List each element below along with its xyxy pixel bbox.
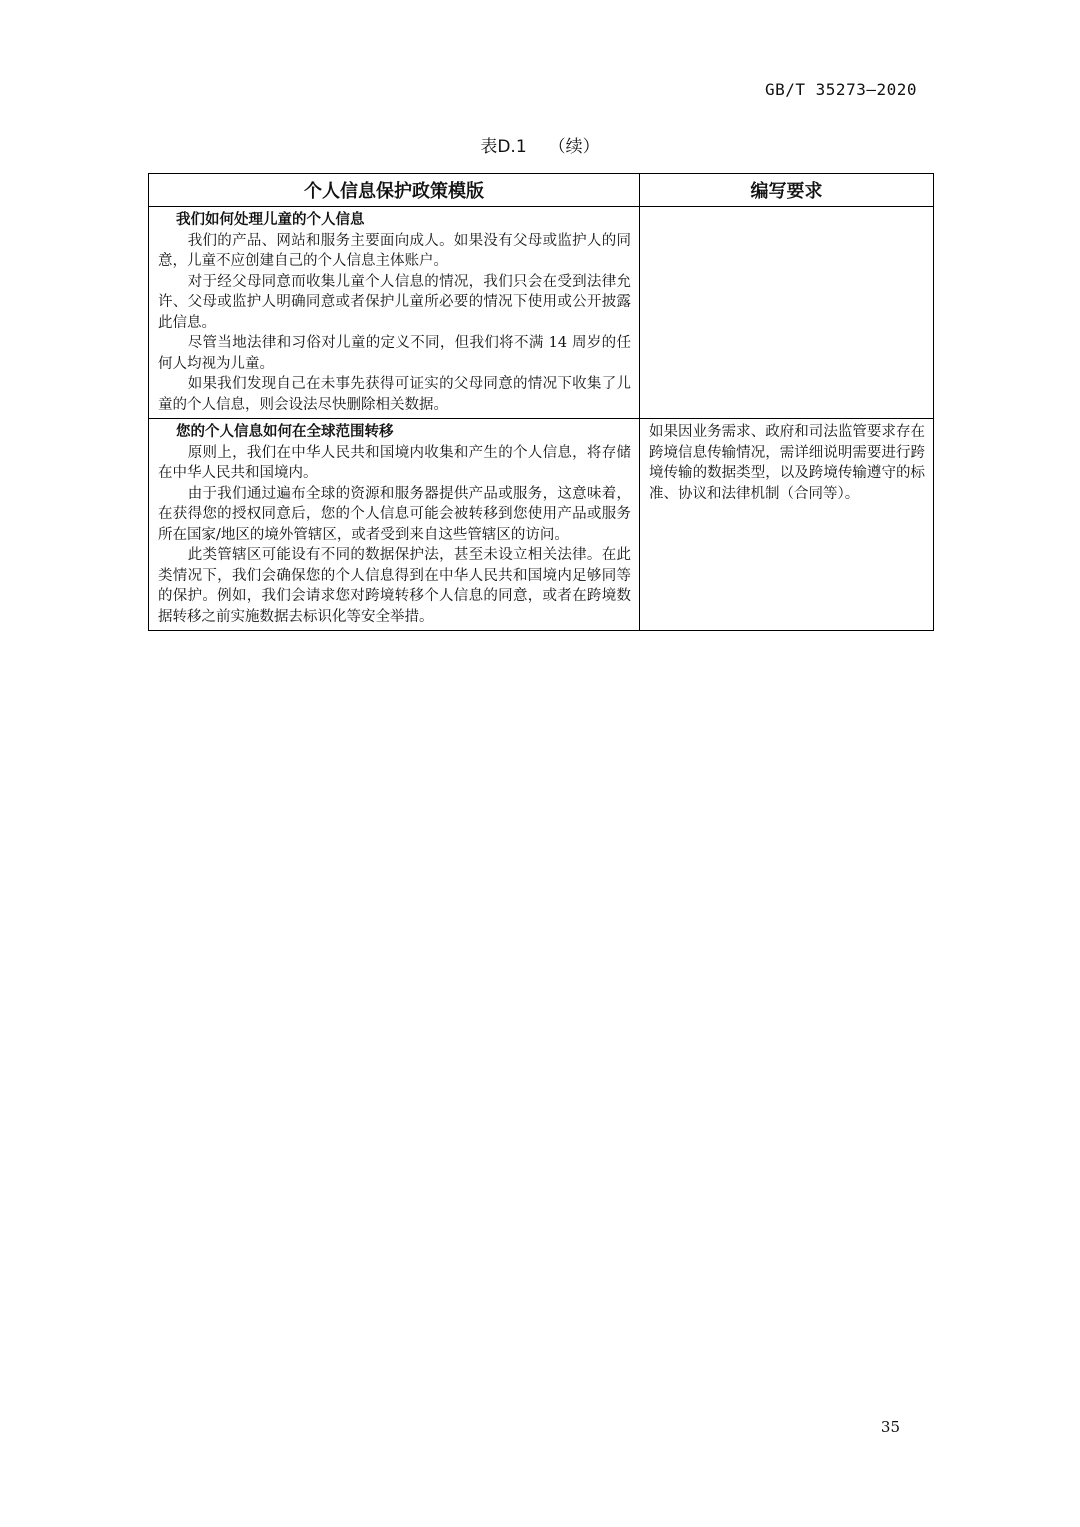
column-header-template: 个人信息保护政策模版 <box>149 174 640 207</box>
paragraph: 由于我们通过遍布全球的资源和服务器提供产品或服务，这意味着，在获得您的授权同意后，您的个人信息可能会被转移到您使用产品或服务所在国家/地区的境外管辖区，或者受到来自这些管辖区的访问。 <box>158 485 631 543</box>
table-caption-continued: （续） <box>548 137 600 157</box>
table-caption <box>0 132 1080 157</box>
paragraph: 原则上，我们在中华人民共和国境内收集和产生的个人信息，将存储在中华人民共和国境内。 <box>158 444 631 481</box>
standard-code: GB/T 35273—2020 <box>765 80 917 99</box>
section-title-children: 我们如何处理儿童的个人信息 <box>176 212 365 228</box>
section-title-cross-border: 您的个人信息如何在全球范围转移 <box>176 424 394 440</box>
page-number: 35 <box>880 1418 900 1436</box>
table-row <box>149 419 934 631</box>
paragraph: 如果我们发现自己在未事先获得可证实的父母同意的情况下收集了儿童的个人信息，则会设法尽快删除相关数据。 <box>158 376 631 413</box>
table-header-row <box>149 174 934 207</box>
paragraph: 我们的产品、网站和服务主要面向成人。如果没有父母或监护人的同意，儿童不应创建自己的个人信息主体账户。 <box>158 232 631 269</box>
column-header-requirements: 编写要求 <box>640 174 934 207</box>
paragraph: 此类管辖区可能设有不同的数据保护法，甚至未设立相关法律。在此类情况下，我们会确保您的个人信息得到在中华人民共和国境内足够同等的保护。例如，我们会请求您对跨境转移个人信息的同意，或者在跨境数据转移之前实施数据去标识化等安全举措。 <box>158 547 631 625</box>
template-cell <box>149 419 640 631</box>
requirement-text: 如果因业务需求、政府和司法监管要求存在跨境信息传输情况，需详细说明需要进行跨境传输的数据类型，以及跨境传输遵守的标准、协议和法律机制（合同等）。 <box>649 424 925 502</box>
table-caption-label: 表D.1 <box>480 137 527 157</box>
requirement-cell <box>640 419 934 631</box>
paragraph: 尽管当地法律和习俗对儿童的定义不同，但我们将不满 14 周岁的任何人均视为儿童。 <box>158 335 631 372</box>
template-cell <box>149 207 640 419</box>
policy-template-table <box>148 173 934 631</box>
paragraph: 对于经父母同意而收集儿童个人信息的情况，我们只会在受到法律允许、父母或监护人明确同意或者保护儿童所必要的情况下使用或公开披露此信息。 <box>158 273 631 331</box>
requirement-cell <box>640 207 934 419</box>
table-row <box>149 207 934 419</box>
